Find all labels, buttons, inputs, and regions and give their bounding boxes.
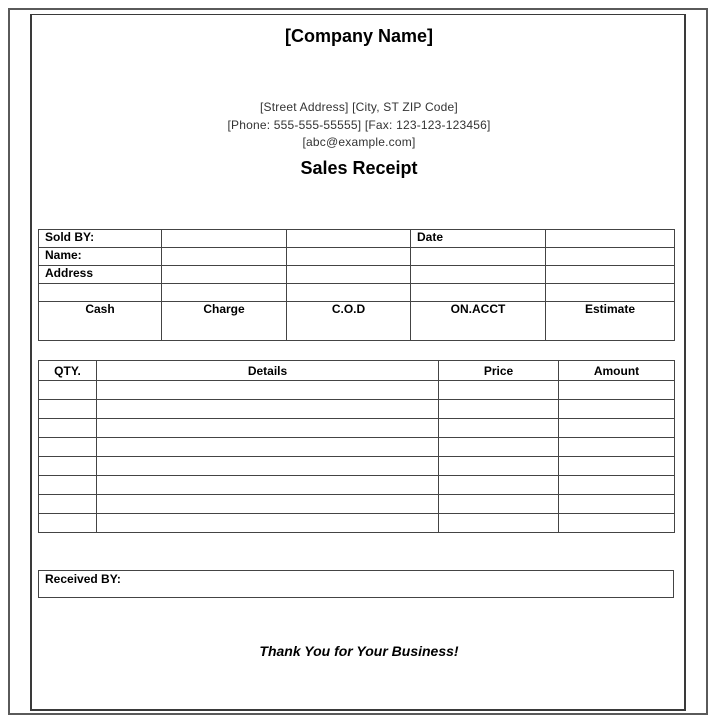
amount-header: Amount: [559, 361, 675, 381]
address-line: [Street Address] [City, ST ZIP Code]: [260, 100, 458, 114]
amount-cell[interactable]: [559, 476, 675, 495]
qty-cell[interactable]: [39, 438, 97, 457]
sold-by-field[interactable]: [162, 230, 287, 248]
price-cell[interactable]: [439, 457, 559, 476]
qty-cell[interactable]: [39, 419, 97, 438]
payment-cash[interactable]: Cash: [39, 302, 162, 341]
blank-cell[interactable]: [546, 248, 675, 266]
payment-cod[interactable]: C.O.D: [287, 302, 411, 341]
details-cell[interactable]: [97, 438, 439, 457]
address-label: Address: [39, 266, 162, 284]
blank-cell[interactable]: [287, 284, 411, 302]
price-cell[interactable]: [439, 476, 559, 495]
receipt-title: Sales Receipt: [300, 158, 418, 178]
amount-cell[interactable]: [559, 419, 675, 438]
details-cell[interactable]: [97, 381, 439, 400]
qty-cell[interactable]: [39, 495, 97, 514]
details-cell[interactable]: [97, 400, 439, 419]
blank-cell[interactable]: [162, 284, 287, 302]
qty-cell[interactable]: [39, 476, 97, 495]
sold-info-table: [38, 229, 675, 341]
payment-charge[interactable]: Charge: [162, 302, 287, 341]
details-cell[interactable]: [97, 514, 439, 533]
sold-by-field-2[interactable]: [287, 230, 411, 248]
blank-cell[interactable]: [546, 266, 675, 284]
table-row: [39, 419, 675, 438]
blank-cell[interactable]: [39, 284, 162, 302]
price-header: Price: [439, 361, 559, 381]
table-row: [39, 514, 675, 533]
price-cell[interactable]: [439, 438, 559, 457]
email-line: [abc@example.com]: [302, 135, 416, 149]
name-label: Name:: [39, 248, 162, 266]
details-cell[interactable]: [97, 457, 439, 476]
blank-cell[interactable]: [411, 248, 546, 266]
qty-cell[interactable]: [39, 381, 97, 400]
price-cell[interactable]: [439, 400, 559, 419]
received-by-label: Received BY:: [45, 572, 121, 586]
amount-cell[interactable]: [559, 457, 675, 476]
name-field[interactable]: [162, 248, 287, 266]
phone-fax-line: [Phone: 555-555-55555] [Fax: 123-123-123456]: [227, 118, 491, 132]
date-label: Date: [411, 230, 546, 248]
price-cell[interactable]: [439, 495, 559, 514]
payment-on-acct[interactable]: ON.ACCT: [411, 302, 546, 341]
amount-cell[interactable]: [559, 514, 675, 533]
table-row: [39, 476, 675, 495]
amount-cell[interactable]: [559, 400, 675, 419]
table-row: [39, 495, 675, 514]
received-by-field[interactable]: [39, 571, 674, 598]
details-header: Details: [97, 361, 439, 381]
qty-cell[interactable]: [39, 400, 97, 419]
date-field[interactable]: [546, 230, 675, 248]
table-row: [39, 457, 675, 476]
blank-cell[interactable]: [546, 284, 675, 302]
price-cell[interactable]: [439, 419, 559, 438]
amount-cell[interactable]: [559, 438, 675, 457]
details-cell[interactable]: [97, 476, 439, 495]
blank-cell[interactable]: [411, 266, 546, 284]
blank-cell[interactable]: [411, 284, 546, 302]
amount-cell[interactable]: [559, 495, 675, 514]
amount-cell[interactable]: [559, 381, 675, 400]
price-cell[interactable]: [439, 381, 559, 400]
thank-you-message: Thank You for Your Business!: [259, 643, 459, 659]
details-cell[interactable]: [97, 495, 439, 514]
address-field[interactable]: [162, 266, 287, 284]
price-cell[interactable]: [439, 514, 559, 533]
table-row: [39, 381, 675, 400]
table-row: [39, 400, 675, 419]
qty-cell[interactable]: [39, 457, 97, 476]
address-field-2[interactable]: [287, 266, 411, 284]
sold-by-label: Sold BY:: [39, 230, 162, 248]
name-field-2[interactable]: [287, 248, 411, 266]
qty-header: QTY.: [39, 361, 97, 381]
items-table: [38, 360, 675, 533]
qty-cell[interactable]: [39, 514, 97, 533]
details-cell[interactable]: [97, 419, 439, 438]
table-row: [39, 438, 675, 457]
received-by-table: [38, 570, 674, 598]
company-name: [Company Name]: [284, 26, 434, 46]
payment-estimate[interactable]: Estimate: [546, 302, 675, 341]
